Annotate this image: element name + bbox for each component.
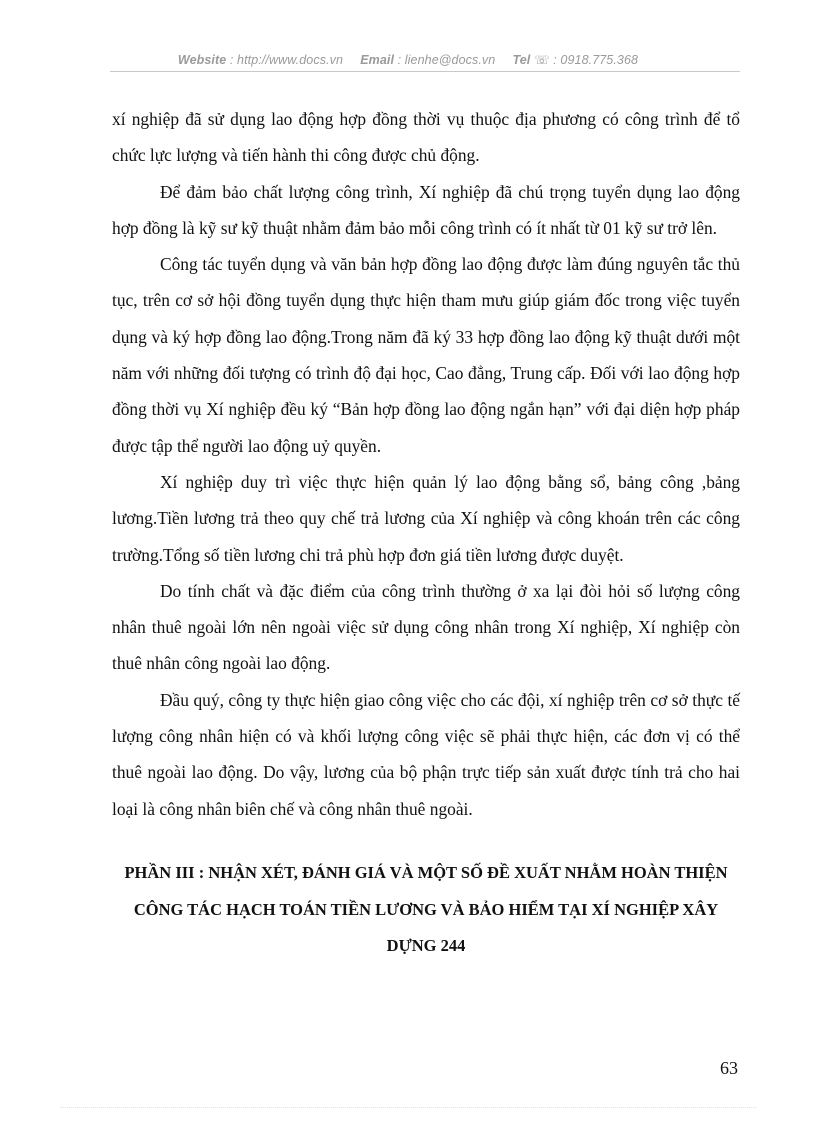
- website-label: Website: [177, 53, 227, 67]
- footer-divider: [60, 1107, 756, 1108]
- paragraph: Do tính chất và đặc điểm của công trình thường ở xa lại đòi hỏi số lượng công nhân thuê ngoài lớn nên ngoài việc sử dụng công nhân trong Xí nghiệp, Xí nghiệp còn thuê nhân công ngoài lao động.: [112, 580, 740, 674]
- paragraph: Công tác tuyển dụng và văn bản hợp đồng lao động được làm đúng nguyên tắc thủ tục, trên cơ sở hội đồng tuyển dụng thực hiện tham mưu giúp giám đốc trong việc tuyển dụng và ký hợp đồng lao động.Trong năm đã ký 33 hợp đồng lao động kỹ thuật dưới một năm với những đối tượng có trình độ đại học, Cao đẳng, Trung cấp. Đối với lao động hợp đồng thời vụ Xí nghiệp đều ký “Bản hợp đồng lao động ngắn hạn” với đại diện hợp pháp được tập thể người lao động uỷ quyền.: [112, 254, 740, 456]
- tel-label: Tel: [512, 53, 531, 67]
- paragraph: Đầu quý, công ty thực hiện giao công việc cho các đội, xí nghiệp trên cơ sở thực tế lượng công nhân hiện có và khối lượng công việc sẽ phải thực hiện, các đơn vị có thể thuê ngoài lao động. Do vậy, lương của bộ phận trực tiếp sản xuất được tính trả cho hai loại là công nhân biên chế và công nhân thuê ngoài.: [112, 689, 740, 819]
- section-heading: PHẦN III : NHẬN XÉT, ĐÁNH GIÁ VÀ MỘT SỐ ĐỀ XUẤT NHẰM HOÀN THIỆN CÔNG TÁC HẠCH TOÁN TIỀN LƯƠNG VÀ BẢO HIỂM TẠI XÍ NGHIỆP XÂY DỰNG 244: [124, 863, 728, 955]
- email-address[interactable]: : lienhe@docs.vn: [397, 53, 496, 67]
- paragraph-continuation: xí nghiệp đã sử dụng lao động hợp đồng thời vụ thuộc địa phương có công trình để tổ chức lực lượng và tiến hành thi công được chủ động.: [112, 109, 740, 166]
- paragraph: Để đảm bảo chất lượng công trình, Xí nghiệp đã chú trọng tuyển dụng lao động hợp đồng là kỹ sư kỹ thuật nhằm đảm bảo mỗi công trình có ít nhất từ 01 kỹ sư trở lên.: [112, 181, 740, 238]
- header-divider: [110, 71, 740, 72]
- email-label: Email: [360, 53, 395, 67]
- page-header: [0, 52, 816, 67]
- website-url[interactable]: : http://www.docs.vn: [229, 53, 344, 67]
- document-body: [112, 101, 740, 827]
- paragraph: Xí nghiệp duy trì việc thực hiện quản lý lao động bằng sổ, bảng công ,bảng lương.Tiền lương trả theo quy chế trả lương của Xí nghiệp và công khoán trên các công trường.Tổng số tiền lương chi trả phù hợp đơn giá tiền lương được duyệt.: [112, 471, 740, 565]
- phone-icon: ☏: [533, 53, 550, 67]
- tel-number: : 0918.775.368: [553, 53, 639, 67]
- page-number: 63: [720, 1058, 738, 1078]
